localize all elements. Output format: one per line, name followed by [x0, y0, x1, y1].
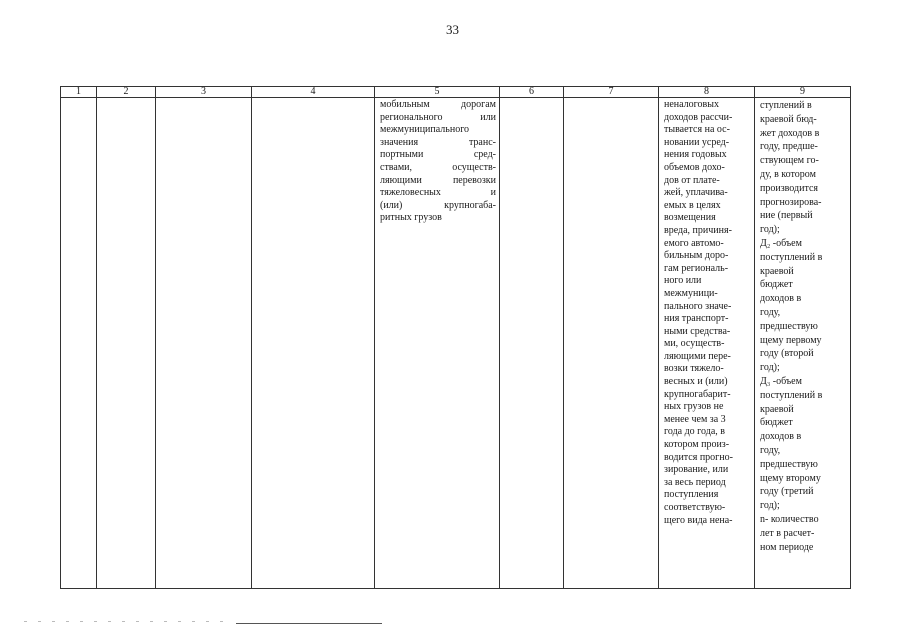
text-line: году (второй: [760, 348, 814, 360]
text-line: значения транс-: [380, 136, 496, 148]
text-line: ного или: [664, 275, 702, 287]
text-line: предшествую: [760, 320, 818, 332]
text-line: неналоговых: [664, 99, 719, 110]
column-header-8: 8: [659, 87, 755, 98]
text-line: ния транспорт-: [664, 313, 729, 325]
cell-col-3: [156, 98, 252, 589]
text-line: щего вида нена-: [664, 514, 733, 526]
text-line: бюджет: [760, 279, 793, 291]
text-line: ных грузов не: [664, 401, 724, 413]
text-line: производится: [760, 182, 818, 194]
text-line: поступления: [664, 489, 719, 501]
text-line: доходов в: [760, 431, 802, 443]
column-header-1: 1: [61, 87, 97, 98]
text-line: краевой бюд-: [760, 113, 817, 125]
cell-col-8-text: [659, 98, 754, 527]
text-line: возки тяжело-: [664, 363, 724, 375]
text-line: (или) крупногаба-: [380, 199, 496, 211]
text-line: за весь период: [664, 476, 726, 488]
text-line: межмуници-: [664, 287, 718, 299]
text-line: менее чем за 3: [664, 413, 726, 425]
text-line: тывается на ос-: [664, 124, 730, 136]
text-line: ритных грузов: [380, 212, 442, 224]
cell-col-2: [97, 98, 156, 589]
text-line: пального значе-: [664, 300, 732, 312]
text-line: ду, в котором: [760, 168, 816, 180]
text-line: межмуниципального: [380, 124, 470, 136]
cell-col-6: [500, 98, 564, 589]
text-line: ном периоде: [760, 541, 814, 553]
text-line: бильным доро-: [664, 250, 729, 262]
text-line: новании усред-: [664, 136, 730, 148]
text-line: весных и (или): [664, 376, 728, 388]
text-line: году,: [760, 444, 781, 456]
text-line: тяжеловесных и: [380, 187, 496, 199]
text-line: мобильным дорогам: [380, 99, 496, 110]
text-line: Д₃ -объем: [760, 375, 802, 387]
column-header-2: 2: [97, 87, 156, 98]
text-line: ляющими пере-: [664, 350, 731, 362]
text-line: год);: [760, 224, 780, 236]
text-line: жей, уплачива-: [664, 187, 728, 199]
cell-col-8: [659, 98, 755, 589]
text-line: год);: [760, 500, 780, 512]
text-line: зирование, или: [664, 464, 729, 476]
text-line: предшествую: [760, 458, 818, 470]
document-table: [60, 86, 851, 589]
text-line: щему первому: [760, 334, 822, 346]
cell-col-4: [252, 98, 375, 589]
column-header-5: 5: [375, 87, 500, 98]
text-line: ми, осуществ-: [664, 338, 725, 350]
text-line: жет доходов в: [760, 127, 820, 139]
scan-artifact: [24, 621, 224, 622]
text-line: краевой: [760, 265, 794, 277]
cell-col-9-text: [755, 98, 850, 554]
text-line: возмещения: [664, 212, 716, 224]
text-line: поступлений в: [760, 389, 823, 401]
text-line: ступлений в: [760, 100, 812, 111]
text-line: доходов рассчи-: [664, 111, 733, 123]
text-line: ние (первый: [760, 210, 813, 222]
column-header-7: 7: [564, 87, 659, 98]
table-row: [61, 98, 851, 589]
cell-col-9: [755, 98, 851, 589]
text-line: ляющими перевозки: [380, 174, 496, 186]
text-line: емого автомо-: [664, 237, 724, 249]
text-line: поступлений в: [760, 251, 823, 263]
text-line: краевой: [760, 403, 794, 415]
text-line: крупногабарит-: [664, 388, 731, 400]
table-header-row: [61, 87, 851, 98]
text-line: ными средства-: [664, 325, 731, 337]
text-line: ствами, осуществ-: [380, 161, 496, 173]
text-line: гам региональ-: [664, 262, 729, 274]
text-line: щему второму: [760, 472, 821, 484]
column-header-4: 4: [252, 87, 375, 98]
text-line: года до года, в: [664, 426, 725, 438]
text-line: прогнозирова-: [760, 196, 822, 208]
text-line: Д₂ -объем: [760, 237, 802, 249]
text-line: объемов дохо-: [664, 161, 725, 173]
text-line: доходов в: [760, 293, 802, 305]
column-header-3: 3: [156, 87, 252, 98]
text-line: регионального или: [380, 111, 496, 123]
text-line: бюджет: [760, 417, 793, 429]
column-header-6: 6: [500, 87, 564, 98]
text-line: дов от плате-: [664, 174, 720, 186]
cell-col-5: [375, 98, 500, 589]
text-line: котором произ-: [664, 439, 730, 451]
text-line: n- количество: [760, 513, 819, 525]
page-number: 33: [446, 22, 459, 37]
text-line: году, предше-: [760, 141, 818, 153]
text-line: год);: [760, 362, 780, 374]
text-line: ствующем го-: [760, 155, 819, 167]
text-line: году (третий: [760, 486, 814, 498]
footnote-separator-line: [236, 623, 382, 624]
text-line: соответствую-: [664, 502, 726, 513]
text-line: портными сред-: [380, 149, 496, 161]
text-line: емых в целях: [664, 199, 721, 211]
text-line: нения годовых: [664, 149, 727, 161]
text-line: году,: [760, 306, 781, 318]
text-line: вреда, причиня-: [664, 224, 732, 236]
text-line: лет в расчет-: [760, 527, 815, 539]
column-header-9: 9: [755, 87, 851, 98]
cell-col-7: [564, 98, 659, 589]
cell-col-1: [61, 98, 97, 589]
text-line: водится прогно-: [664, 451, 733, 463]
cell-col-5-text: [375, 98, 499, 225]
